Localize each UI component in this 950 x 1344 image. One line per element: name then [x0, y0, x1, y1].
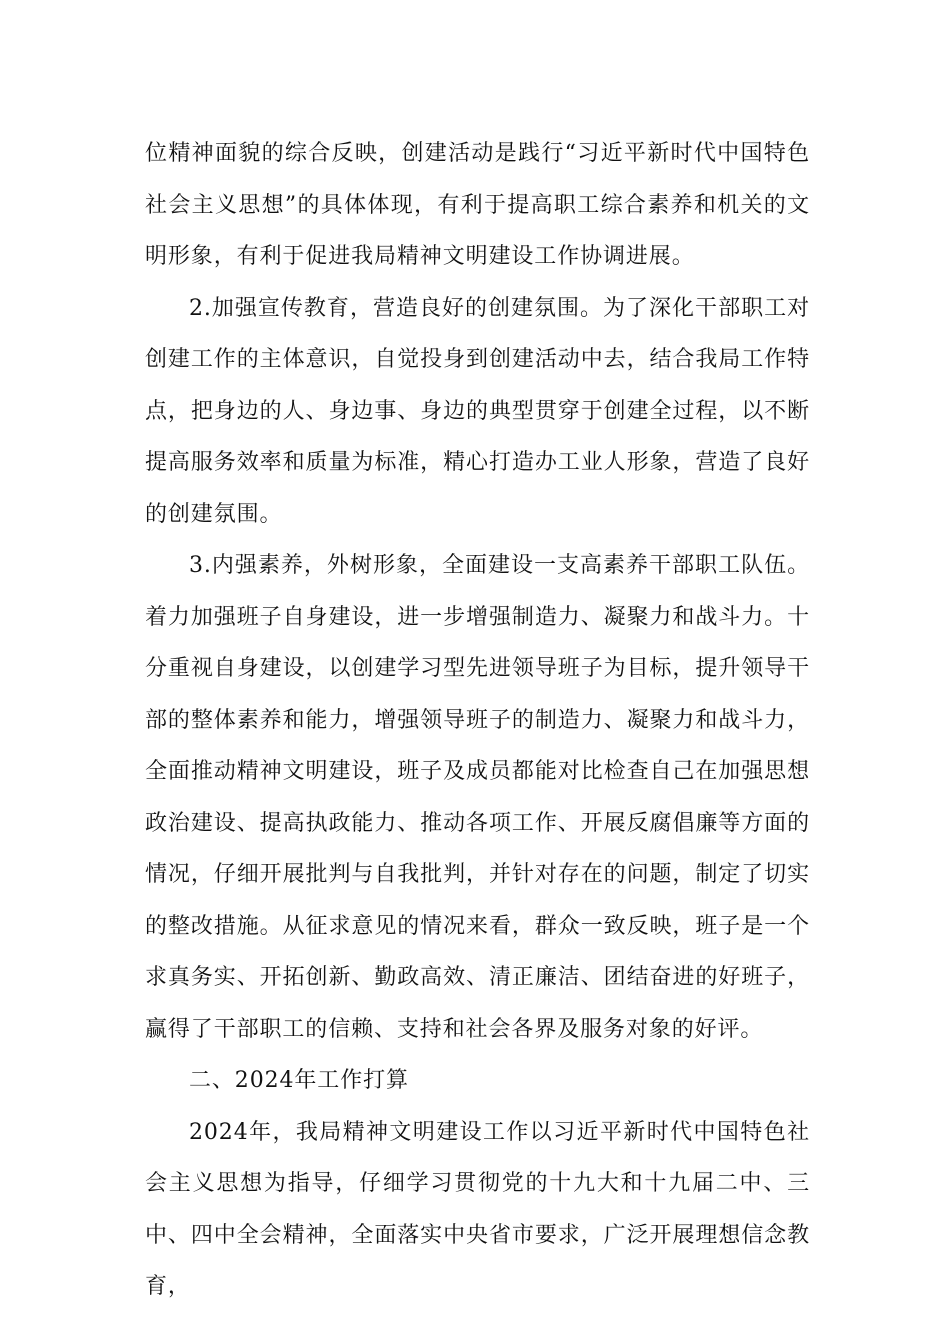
- paragraph-team-building: 3.内强素养，外树形象，全面建设一支高素养干部职工队伍。着力加强班子自身建设，进一步增强制造力、凝聚力和战斗力。十分重视自身建设，以创建学习型先进领导班子为目标，提升领导干部的整体素养和能力，增强领导班子的制造力、凝聚力和战斗力，全面推动精神文明建设，班子及成员都能对比检查自己在加强思想政治建设、提高执政能力、推动各项工作、开展反腐倡廉等方面的情况，仔细开展批判与自我批判，并针对存在的问题，制定了切实的整改措施。从征求意见的情况来看，群众一致反映，班子是一个求真务实、开拓创新、勤政高效、清正廉洁、团结奋进的好班子，赢得了干部职工的信赖、支持和社会各界及服务对象的好评。: [145, 553, 810, 1042]
- paragraph-2024-plan: 2024年，我局精神文明建设工作以习近平新时代中国特色社会主义思想为指导，仔细学习贯彻党的十九大和十九届二中、三中、四中全会精神，全面落实中央省市要求，广泛开展理想信念教育，: [145, 1119, 810, 1299]
- paragraph-continuation: 位精神面貌的综合反映，创建活动是践行“习近平新时代中国特色社会主义思想”的具体体现，有利于提高职工综合素养和机关的文明形象，有利于促进我局精神文明建设工作协调进展。: [145, 141, 810, 269]
- paragraph-publicity-education: 2.加强宣传教育，营造良好的创建氛围。为了深化干部职工对创建工作的主体意识，自觉投身到创建活动中去，结合我局工作特点，把身边的人、身边事、身边的典型贯穿于创建全过程，以不断提高服务效率和质量为标准，精心打造办工业人形象，营造了良好的创建氛围。: [145, 295, 810, 527]
- section-heading-2024-plan: 二、2024年工作打算: [189, 1068, 409, 1093]
- document-body: [145, 128, 810, 1313]
